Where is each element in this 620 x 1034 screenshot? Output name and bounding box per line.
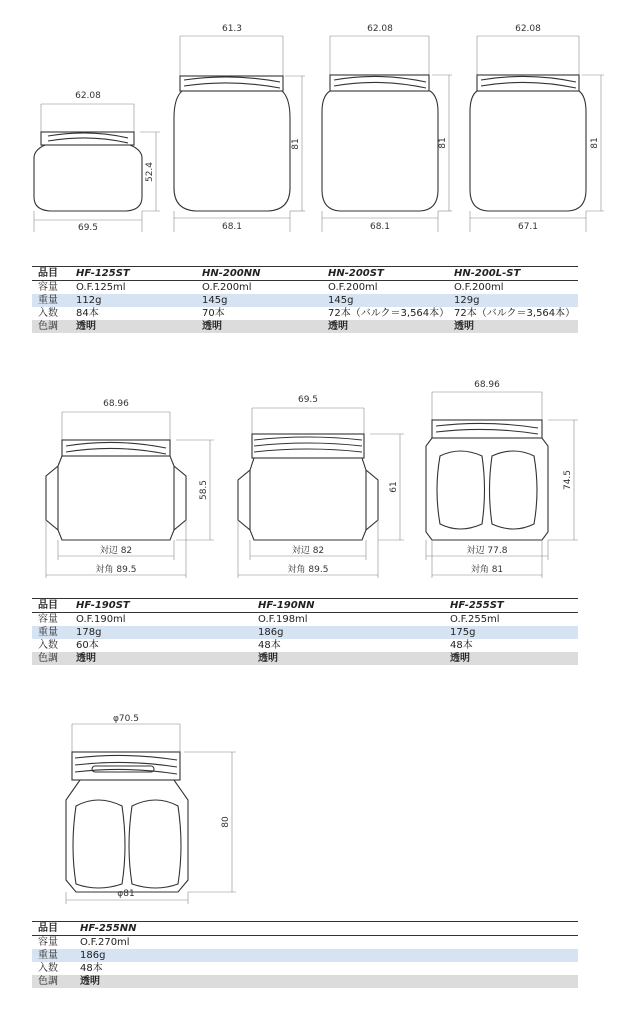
label-model: 品目 (32, 267, 72, 281)
qty-value: 70本 (202, 308, 225, 319)
jar2-height-dim: 81 (291, 138, 301, 150)
label-qty: 入数 (38, 308, 58, 319)
model-hf-190st: HF-190ST (72, 599, 254, 613)
label-qty: 入数 (38, 963, 58, 974)
jar7-diag-dim: 対角 81 (470, 565, 504, 575)
jar5-diag-dim: 対角 89.5 (95, 565, 137, 575)
model-hf-125st: HF-125ST (72, 267, 198, 281)
jar-hn-200l-st-drawing (470, 24, 604, 232)
weight-value: 186g (76, 949, 578, 962)
qty-value: 72本（バルク＝3,564本） (454, 308, 576, 319)
row3-qty-row (32, 962, 578, 975)
weight-value: 145g (324, 294, 450, 307)
color-value: 透明 (254, 652, 446, 665)
weight-value: 129g (450, 294, 578, 307)
jar3-bottom-dim: 68.1 (369, 222, 391, 232)
capacity-value: O.F.198ml (258, 614, 308, 625)
jar-hf-125st-drawing (34, 91, 160, 233)
jar-hf-190st-drawing (46, 399, 214, 578)
qty-value: 84本 (76, 308, 99, 319)
row2-model-row (32, 599, 578, 613)
jar1-bottom-dim: 69.5 (77, 223, 99, 233)
jar4-bottom-dim: 67.1 (517, 222, 539, 232)
jar1-height-dim: 52.4 (145, 161, 155, 183)
row1-weight-row (32, 294, 578, 307)
qty-value: 60本 (76, 640, 99, 651)
label-capacity: 容量 (38, 937, 58, 948)
jar4-top-dim: 62.08 (515, 24, 541, 34)
model-hf-190nn: HF-190NN (254, 599, 446, 613)
qty-value: 48本 (450, 640, 473, 651)
row2-spec-table (32, 598, 578, 665)
label-color: 色調 (32, 320, 72, 333)
label-qty: 入数 (38, 640, 58, 651)
capacity-value: O.F.125ml (76, 282, 126, 293)
jar8-top-dim: φ70.5 (113, 714, 139, 724)
color-value: 透明 (76, 975, 578, 988)
jar-hf-190nn-drawing (238, 395, 404, 578)
row3-drawing (0, 700, 620, 920)
row2-qty-row (32, 639, 578, 652)
capacity-value: O.F.190ml (76, 614, 126, 625)
jar-hn-200st-drawing (322, 24, 452, 232)
color-value: 透明 (72, 320, 198, 333)
row1-color-row (32, 320, 578, 333)
label-weight: 重量 (32, 294, 72, 307)
jar7-height-dim: 74.5 (563, 469, 573, 491)
jar-hf-255st-drawing (426, 380, 578, 578)
row3-spec-table (32, 921, 578, 988)
weight-value: 175g (446, 626, 578, 639)
model-hn-200nn: HN-200NN (198, 267, 324, 281)
color-value: 透明 (324, 320, 450, 333)
jar5-side-dim: 対辺 82 (99, 546, 133, 556)
capacity-value: O.F.200ml (328, 282, 378, 293)
label-capacity: 容量 (38, 614, 58, 625)
row3-weight-row (32, 949, 578, 962)
jar8-bottom-dim: φ81 (117, 889, 135, 899)
color-value: 透明 (450, 320, 578, 333)
jar3-top-dim: 62.08 (367, 24, 393, 34)
jar5-height-dim: 58.5 (199, 479, 209, 501)
label-weight: 重量 (32, 626, 72, 639)
row1-model-row (32, 267, 578, 281)
row2-capacity-row (32, 613, 578, 627)
jar-hf-255nn-drawing (66, 714, 236, 904)
qty-value: 48本 (80, 963, 103, 974)
color-value: 透明 (446, 652, 578, 665)
row1-drawings (0, 0, 620, 260)
jar-hn-200nn-drawing (174, 24, 305, 232)
capacity-value: O.F.255ml (450, 614, 500, 625)
color-value: 透明 (198, 320, 324, 333)
row1-capacity-row (32, 281, 578, 295)
jar2-bottom-dim: 68.1 (221, 222, 243, 232)
qty-value: 48本 (258, 640, 281, 651)
model-hf-255st: HF-255ST (446, 599, 578, 613)
row1-spec-table (32, 266, 578, 333)
jar8-height-dim: 80 (221, 816, 231, 828)
row2-drawings (0, 370, 620, 600)
row3-model-row (32, 922, 578, 936)
label-model: 品目 (32, 599, 72, 613)
label-color: 色調 (32, 975, 76, 988)
jar5-top-dim: 68.96 (103, 399, 129, 409)
jar3-height-dim: 81 (438, 137, 448, 149)
capacity-value: O.F.200ml (202, 282, 252, 293)
label-model: 品目 (32, 922, 76, 936)
weight-value: 112g (72, 294, 198, 307)
model-hf-255nn: HF-255NN (76, 922, 578, 936)
row3-capacity-row (32, 936, 578, 950)
capacity-value: O.F.270ml (80, 937, 130, 948)
jar7-top-dim: 68.96 (474, 380, 500, 390)
label-weight: 重量 (32, 949, 76, 962)
jar1-top-dim: 62.08 (75, 91, 101, 101)
row3-color-row (32, 975, 578, 988)
model-hn-200st: HN-200ST (324, 267, 450, 281)
color-value: 透明 (72, 652, 254, 665)
jar6-side-dim: 対辺 82 (291, 546, 325, 556)
jar6-diag-dim: 対角 89.5 (287, 565, 329, 575)
row2-weight-row (32, 626, 578, 639)
qty-value: 72本（バルク＝3,564本） (328, 308, 450, 319)
weight-value: 178g (72, 626, 254, 639)
jar7-side-dim: 対辺 77.8 (466, 546, 508, 556)
row2-color-row (32, 652, 578, 665)
label-capacity: 容量 (38, 282, 58, 293)
label-color: 色調 (32, 652, 72, 665)
weight-value: 145g (198, 294, 324, 307)
jar6-top-dim: 69.5 (297, 395, 319, 405)
weight-value: 186g (254, 626, 446, 639)
jar2-top-dim: 61.3 (221, 24, 243, 34)
jar4-height-dim: 81 (590, 137, 600, 149)
model-hn-200l-st: HN-200L-ST (450, 267, 578, 281)
capacity-value: O.F.200ml (454, 282, 504, 293)
jar6-height-dim: 61 (389, 481, 399, 493)
row1-qty-row (32, 307, 578, 320)
